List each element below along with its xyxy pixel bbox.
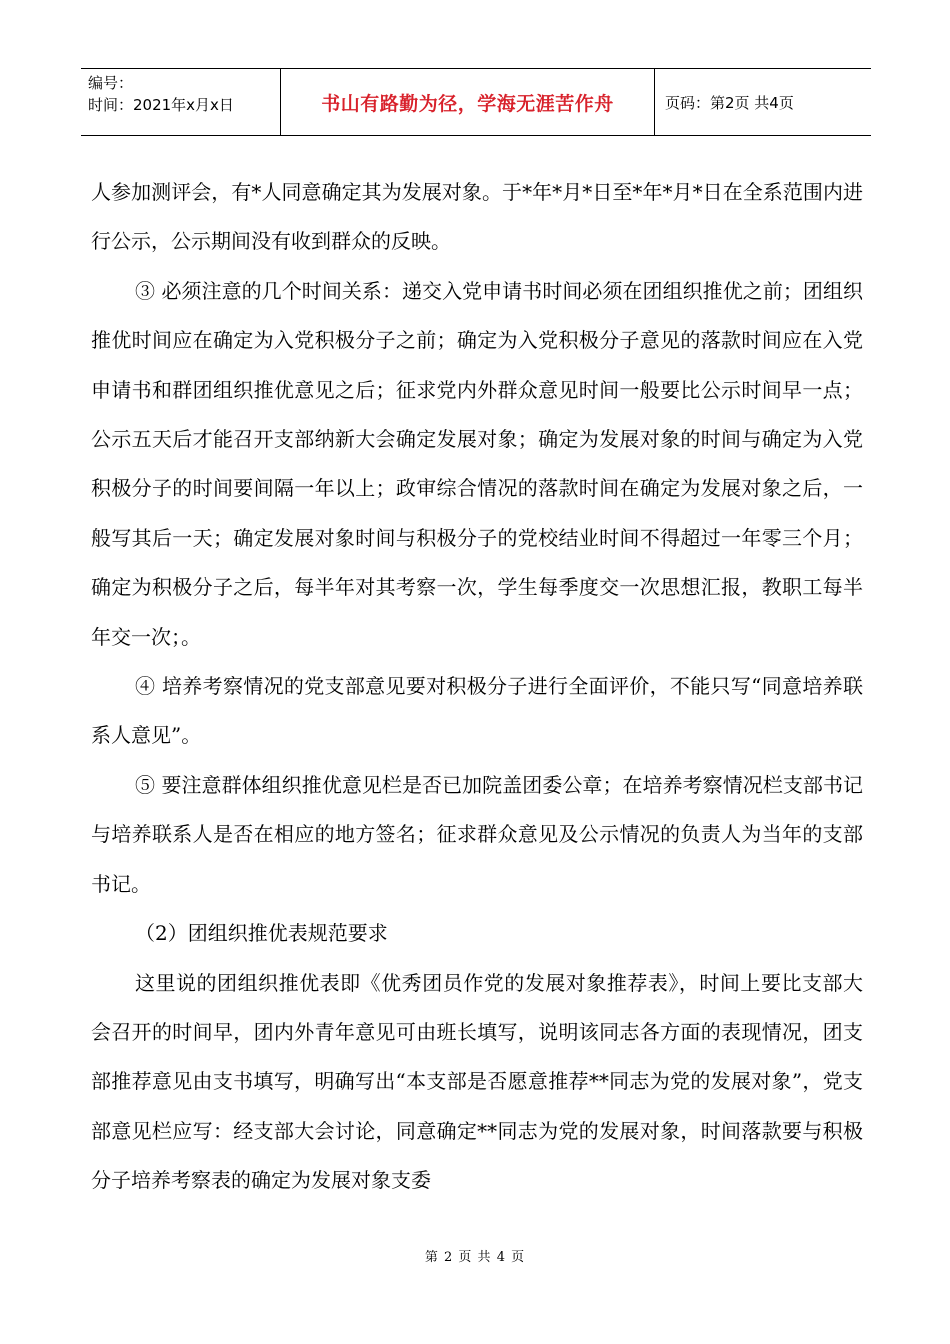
document-number-label: 编号： (88, 74, 134, 92)
section-heading: （2）团组织推优表规范要求 (135, 921, 388, 946)
document-body (91, 168, 863, 1206)
page-header (81, 68, 871, 136)
header-page-label: 页码：第2页 共4页 (665, 93, 794, 112)
header-motto: 书山有路勤为径，学海无涯苦作舟 (281, 69, 655, 135)
header-meta (81, 69, 281, 135)
page-footer: 第 2 页 共 4 页 (424, 1250, 526, 1265)
paragraph-item-4: ④ 培养考察情况的党支部意见要对积极分子进行全面评价，不能只写“同意培养联系人意见”。 (91, 674, 863, 748)
document-time-label: 时间：2021年x月x日 (88, 96, 234, 114)
paragraph-item-5: ⑤ 要注意群体组织推优意见栏是否已加院盖团委公章；在培养考察情况栏支部书记与培养联系人是否在相应的地方签名；征求群众意见及公示情况的负责人为当年的支部书记。 (91, 772, 863, 896)
paragraph-item-3: ③ 必须注意的几个时间关系：递交入党申请书时间必须在团组织推优之前；团组织推优时间应在确定为入党积极分子之前；确定为入党积极分子意见的落款时间应在入党申请书和群团组织推优意见之后；征求党内外群众意见时间一般要比公示时间早一点；公示五天后才能召开支部纳新大会确定发展对象；确定为发展对象的时间与确定为入党积极分子的时间要间隔一年以上；政审综合情况的落款时间在确定为发展对象之后，一般写其后一天；确定发展对象时间与积极分子的党校结业时间不得超过一年零三个月；确定为积极分子之后，每半年对其考察一次，学生每季度交一次思想汇报，教职工每半年交一次；。 (91, 278, 863, 649)
paragraph-section-body: 这里说的团组织推优表即《优秀团员作党的发展对象推荐表》，时间上要比支部大会召开的时间早，团内外青年意见可由班长填写，说明该同志各方面的表现情况，团支部推荐意见由支书填写，明确写出“本支部是否愿意推荐**同志为党的发展对象”，党支部意见栏应写：经支部大会讨论，同意确定**同志为党的发展对象，时间落款要与积极分子培养考察表的确定为发展对象支委 (91, 970, 863, 1193)
paragraph-continuation: 人参加测评会，有*人同意确定其为发展对象。于*年*月*日至*年*月*日在全系范围内进行公示，公示期间没有收到群众的反映。 (91, 180, 863, 254)
